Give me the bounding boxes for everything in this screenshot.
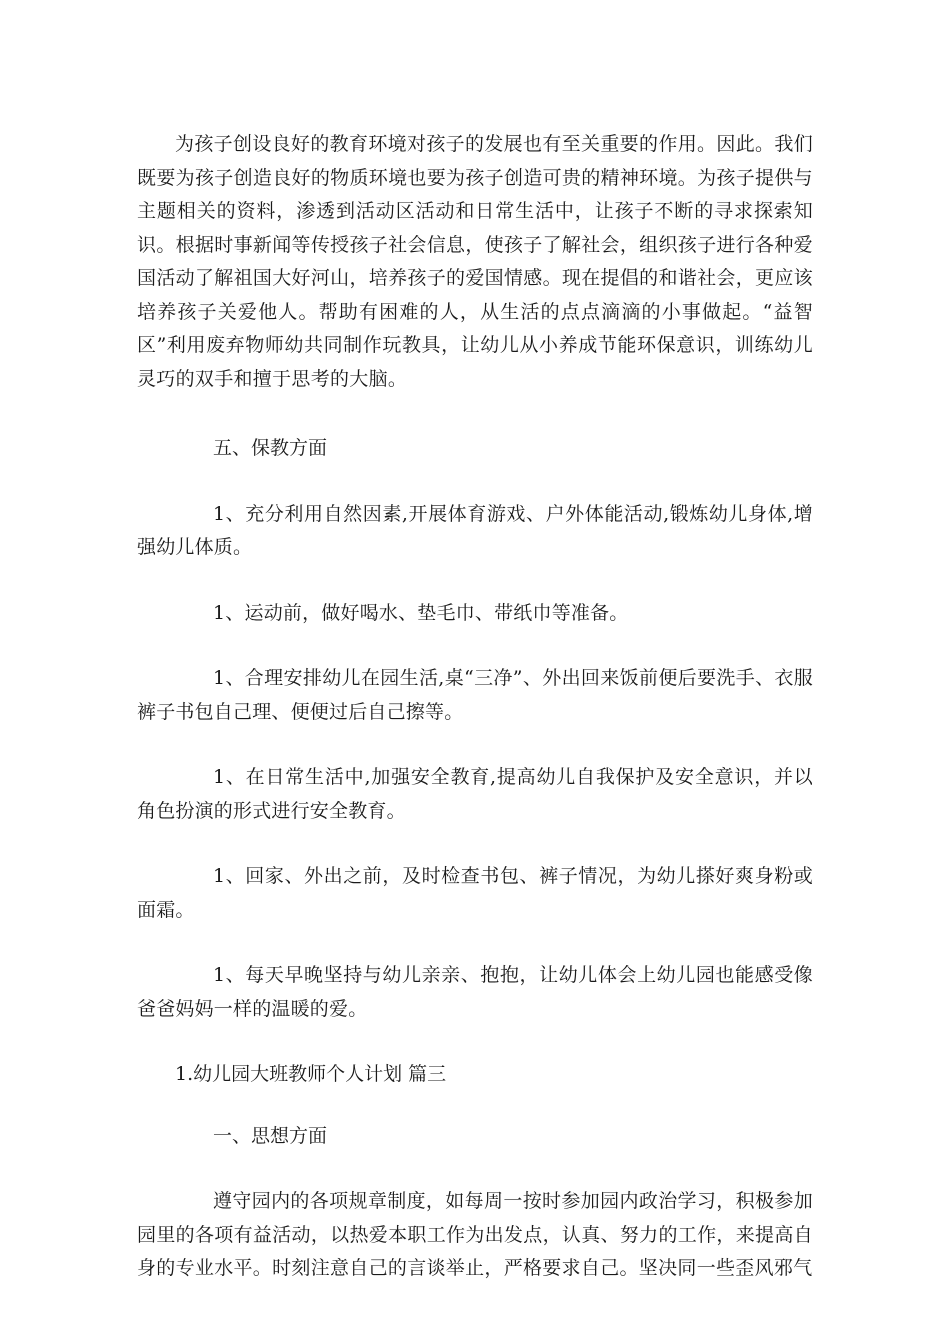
- list-item: 1、充分利用自然因素,开展体育游戏、户外体能活动,锻炼幼儿身体,增强幼儿体质。: [137, 502, 813, 558]
- intro-paragraph: 为孩子创设良好的教育环境对孩子的发展也有至关重要的作用。因此。我们既要为孩子创造良好的物质环境也要为孩子创造可贵的精神环境。为孩子提供与主题相关的资料，渗透到活动区活动和日常生活中，让孩子不断的寻求探索知识。根据时事新闻等传授孩子社会信息，使孩子了解社会，组织孩子进行各种爱国活动了解祖国大好河山，培养孩子的爱国情感。现在提倡的和谐社会，更应该培养孩子关爱他人。帮助有困难的人，从生活的点点滴滴的小事做起。“益智区”利用废弃物师幼共同制作玩教具，让幼儿从小养成节能环保意识，训练幼儿灵巧的双手和擅于思考的大脑。: [137, 133, 813, 390]
- part-title: 1.幼儿园大班教师个人计划 篇三: [175, 1063, 447, 1085]
- section-five-heading: 五、保教方面: [213, 437, 328, 459]
- list-item: 1、回家、外出之前，及时检查书包、裤子情况，为幼儿搽好爽身粉或面霜。: [137, 865, 813, 921]
- closing-paragraph: 遵守园内的各项规章制度，如每周一按时参加园内政治学习，积极参加园里的各项有益活动，以热爱本职工作为出发点，认真、努力的工作，来提高自身的专业水平。时刻注意自己的言谈举止，严格要求自己。坚决同一些歪风邪气: [137, 1190, 813, 1279]
- list-item: 1、运动前，做好喝水、垫毛巾、带纸巾等准备。: [213, 601, 629, 624]
- list-item: 1、每天早晚坚持与幼儿亲亲、抱抱，让幼儿体会上幼儿园也能感受像爸爸妈妈一样的温暖的爱。: [137, 964, 813, 1020]
- document-page: [137, 128, 813, 1286]
- list-item: 1、合理安排幼儿在园生活,桌“三净”、外出回来饭前便后要洗手、衣服裤子书包自己理、便便过后自己擦等。: [137, 667, 813, 723]
- section-one-heading: 一、思想方面: [213, 1124, 328, 1147]
- list-item: 1、在日常生活中,加强安全教育,提高幼儿自我保护及安全意识，并以角色扮演的形式进行安全教育。: [137, 766, 813, 822]
